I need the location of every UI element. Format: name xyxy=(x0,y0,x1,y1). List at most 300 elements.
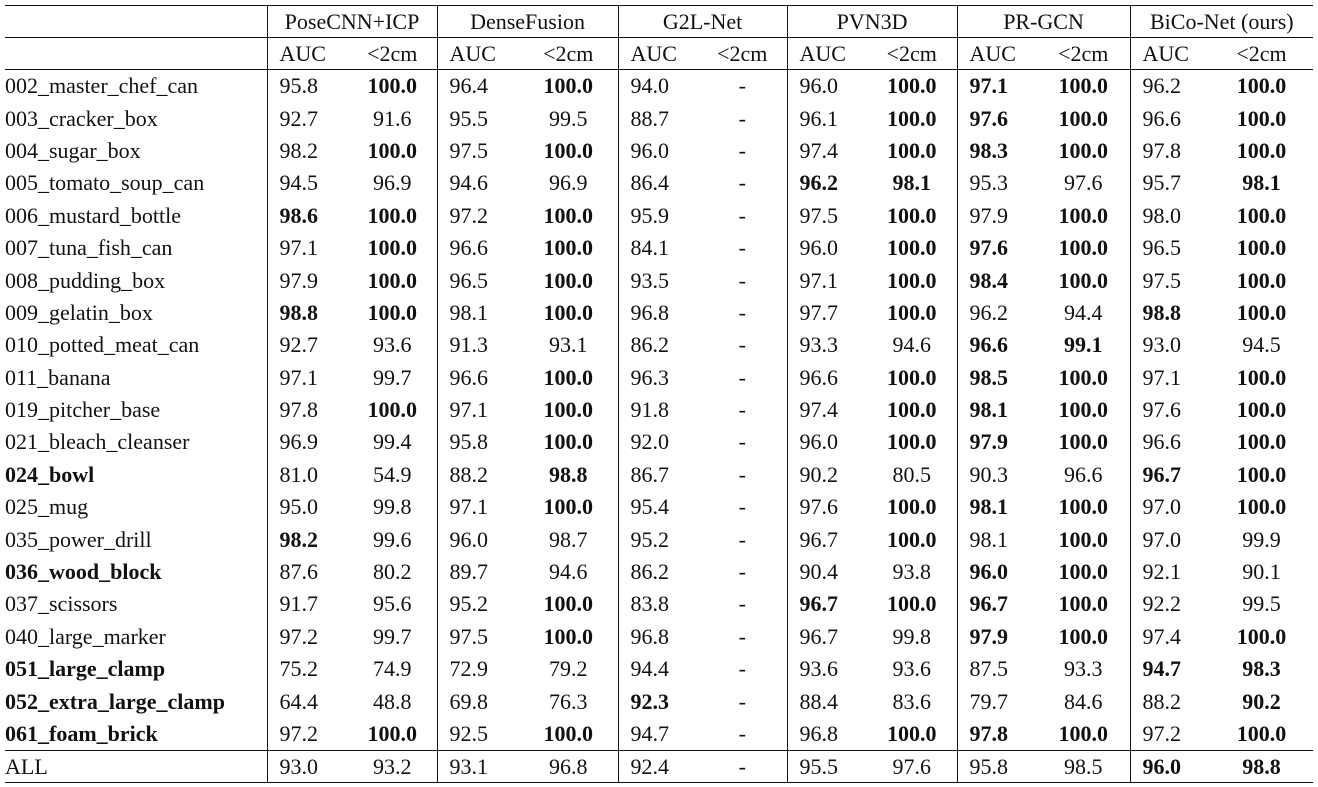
table-row xyxy=(5,264,1313,296)
pvn3d-2cm-cell: 99.8 xyxy=(892,623,932,649)
densefusion-auc-cell: 95.8 xyxy=(437,426,519,458)
g2lnet-2cm-cell: - xyxy=(698,751,787,783)
posecnn-auc-cell: 75.2 xyxy=(267,653,348,685)
biconet-2cm-cell: 94.5 xyxy=(1242,332,1281,358)
pvn3d-auc-cell: 95.5 xyxy=(787,751,867,783)
object-name-cell: 003_cracker_box xyxy=(5,105,158,131)
densefusion-auc-cell: 88.2 xyxy=(437,459,519,491)
prgcn-auc-cell: 96.2 xyxy=(957,297,1037,329)
table-row xyxy=(5,621,1313,653)
prgcn-2cm-cell: 100.0 xyxy=(1058,526,1109,552)
g2lnet-auc-cell: 92.0 xyxy=(618,426,698,458)
g2lnet-auc-cell: 96.0 xyxy=(618,135,698,167)
biconet-auc-cell: 97.2 xyxy=(1130,718,1210,751)
prgcn-2cm-cell: 100.0 xyxy=(1058,559,1109,585)
method-header-biconet: BiCo-Net (ours) xyxy=(1130,6,1313,38)
g2lnet-2cm-cell: - xyxy=(738,656,746,682)
biconet-auc-cell: 94.7 xyxy=(1130,653,1210,685)
metric-header-2cm: <2cm xyxy=(1037,38,1130,70)
g2lnet-auc-cell: 86.2 xyxy=(618,329,698,361)
posecnn-auc-cell: 97.1 xyxy=(267,362,348,394)
prgcn-auc-cell: 96.0 xyxy=(957,556,1037,588)
posecnn-2cm-cell: 100.0 xyxy=(367,267,417,293)
posecnn-2cm-cell: 91.6 xyxy=(373,105,412,131)
posecnn-auc-cell: 97.9 xyxy=(267,264,348,296)
biconet-2cm-cell: 100.0 xyxy=(1236,105,1287,131)
table-row xyxy=(5,459,1313,491)
g2lnet-2cm-cell: - xyxy=(738,299,746,325)
pvn3d-2cm-cell: 100.0 xyxy=(887,267,937,293)
biconet-auc-cell: 96.5 xyxy=(1130,232,1210,264)
metric-header-2cm: <2cm xyxy=(348,38,437,70)
biconet-2cm-cell: 99.9 xyxy=(1242,526,1281,552)
g2lnet-2cm-cell: - xyxy=(738,688,746,714)
object-name-cell: 040_large_marker xyxy=(5,623,166,649)
densefusion-auc-cell: 94.6 xyxy=(437,167,519,199)
posecnn-auc-cell: 97.1 xyxy=(267,232,348,264)
posecnn-2cm-cell: 99.7 xyxy=(373,364,412,390)
posecnn-2cm-cell: 54.9 xyxy=(373,461,412,487)
table-row xyxy=(5,135,1313,167)
biconet-2cm-cell: 100.0 xyxy=(1236,721,1287,746)
biconet-auc-cell: 97.8 xyxy=(1130,135,1210,167)
prgcn-2cm-cell: 96.6 xyxy=(1064,461,1103,487)
posecnn-auc-cell: 98.8 xyxy=(267,297,348,329)
method-header-densefusion: DenseFusion xyxy=(437,6,618,38)
posecnn-auc-cell: 97.8 xyxy=(267,394,348,426)
posecnn-auc-cell: 81.0 xyxy=(267,459,348,491)
table-row-all xyxy=(5,751,1313,783)
biconet-auc-cell: 92.2 xyxy=(1130,588,1210,620)
object-name-cell: ALL xyxy=(5,751,267,783)
g2lnet-2cm-cell: - xyxy=(738,721,746,746)
prgcn-2cm-cell: 100.0 xyxy=(1058,202,1109,228)
pvn3d-2cm-cell: 100.0 xyxy=(887,721,937,746)
posecnn-auc-cell: 93.0 xyxy=(267,751,348,783)
pvn3d-auc-cell: 97.5 xyxy=(787,200,867,232)
object-name-cell: 037_scissors xyxy=(5,591,118,617)
g2lnet-2cm-cell: - xyxy=(738,591,746,617)
pvn3d-2cm-cell: 100.0 xyxy=(887,105,937,131)
pvn3d-2cm-cell: 100.0 xyxy=(887,526,937,552)
g2lnet-auc-cell: 95.2 xyxy=(618,523,698,555)
densefusion-2cm-cell: 100.0 xyxy=(543,429,593,455)
biconet-2cm-cell: 100.0 xyxy=(1236,623,1287,649)
pvn3d-2cm-cell: 93.6 xyxy=(892,656,932,682)
pvn3d-auc-cell: 96.0 xyxy=(787,426,867,458)
object-name-cell: 024_bowl xyxy=(5,461,95,487)
biconet-2cm-cell: 90.2 xyxy=(1242,688,1281,714)
posecnn-2cm-cell: 100.0 xyxy=(367,73,417,99)
g2lnet-auc-cell: 94.7 xyxy=(618,718,698,751)
prgcn-2cm-cell: 93.3 xyxy=(1064,656,1103,682)
pvn3d-2cm-cell: 100.0 xyxy=(887,364,937,390)
posecnn-auc-cell: 98.6 xyxy=(267,200,348,232)
metric-header-auc: AUC xyxy=(957,38,1037,70)
prgcn-auc-cell: 97.9 xyxy=(957,426,1037,458)
g2lnet-2cm-cell: - xyxy=(738,202,746,228)
prgcn-2cm-cell: 100.0 xyxy=(1058,364,1109,390)
posecnn-2cm-cell: 93.6 xyxy=(373,332,412,358)
pvn3d-auc-cell: 97.7 xyxy=(787,297,867,329)
biconet-2cm-cell: 100.0 xyxy=(1236,364,1287,390)
g2lnet-2cm-cell: - xyxy=(738,170,746,196)
densefusion-auc-cell: 95.2 xyxy=(437,588,519,620)
prgcn-2cm-cell: 100.0 xyxy=(1058,267,1109,293)
pvn3d-auc-cell: 96.8 xyxy=(787,718,867,751)
g2lnet-auc-cell: 91.8 xyxy=(618,394,698,426)
densefusion-auc-cell: 89.7 xyxy=(437,556,519,588)
prgcn-auc-cell: 98.4 xyxy=(957,264,1037,296)
prgcn-auc-cell: 97.9 xyxy=(957,621,1037,653)
g2lnet-2cm-cell: - xyxy=(738,235,746,261)
table-row xyxy=(5,167,1313,199)
posecnn-2cm-cell: 93.2 xyxy=(348,751,437,783)
biconet-auc-cell: 92.1 xyxy=(1130,556,1210,588)
biconet-2cm-cell: 100.0 xyxy=(1236,235,1287,261)
densefusion-2cm-cell: 79.2 xyxy=(549,656,588,682)
pvn3d-2cm-cell: 97.6 xyxy=(867,751,957,783)
densefusion-auc-cell: 97.5 xyxy=(437,621,519,653)
prgcn-2cm-cell: 100.0 xyxy=(1058,235,1109,261)
densefusion-auc-cell: 97.2 xyxy=(437,200,519,232)
g2lnet-auc-cell: 93.5 xyxy=(618,264,698,296)
prgcn-auc-cell: 98.5 xyxy=(957,362,1037,394)
g2lnet-2cm-cell: - xyxy=(738,397,746,423)
g2lnet-2cm-cell: - xyxy=(738,623,746,649)
prgcn-auc-cell: 98.1 xyxy=(957,491,1037,523)
biconet-auc-cell: 98.8 xyxy=(1130,297,1210,329)
metric-header-2cm: <2cm xyxy=(1210,38,1313,70)
posecnn-2cm-cell: 80.2 xyxy=(373,559,412,585)
empty-header-cell xyxy=(5,38,267,70)
prgcn-auc-cell: 98.1 xyxy=(957,394,1037,426)
biconet-2cm-cell: 100.0 xyxy=(1236,299,1287,325)
prgcn-2cm-cell: 100.0 xyxy=(1058,397,1109,423)
biconet-auc-cell: 97.4 xyxy=(1130,621,1210,653)
biconet-2cm-cell: 100.0 xyxy=(1236,73,1287,99)
prgcn-auc-cell: 87.5 xyxy=(957,653,1037,685)
densefusion-2cm-cell: 100.0 xyxy=(543,137,593,163)
densefusion-auc-cell: 69.8 xyxy=(437,685,519,717)
posecnn-auc-cell: 95.8 xyxy=(267,70,348,103)
biconet-auc-cell: 97.5 xyxy=(1130,264,1210,296)
pvn3d-2cm-cell: 83.6 xyxy=(892,688,932,714)
posecnn-auc-cell: 95.0 xyxy=(267,491,348,523)
g2lnet-2cm-cell: - xyxy=(738,73,746,99)
densefusion-auc-cell: 91.3 xyxy=(437,329,519,361)
posecnn-2cm-cell: 95.6 xyxy=(373,591,412,617)
biconet-2cm-cell: 98.8 xyxy=(1210,751,1313,783)
densefusion-auc-cell: 97.1 xyxy=(437,491,519,523)
posecnn-auc-cell: 64.4 xyxy=(267,685,348,717)
object-name-cell: 036_wood_block xyxy=(5,559,162,585)
pvn3d-auc-cell: 93.6 xyxy=(787,653,867,685)
method-header-posecnn: PoseCNN+ICP xyxy=(267,6,437,38)
biconet-auc-cell: 96.0 xyxy=(1130,751,1210,783)
prgcn-auc-cell: 97.6 xyxy=(957,232,1037,264)
object-name-cell: 007_tuna_fish_can xyxy=(5,235,173,261)
posecnn-auc-cell: 97.2 xyxy=(267,718,348,751)
posecnn-2cm-cell: 99.7 xyxy=(373,623,412,649)
g2lnet-auc-cell: 96.8 xyxy=(618,297,698,329)
g2lnet-2cm-cell: - xyxy=(738,526,746,552)
object-name-cell: 005_tomato_soup_can xyxy=(5,170,205,196)
g2lnet-auc-cell: 86.4 xyxy=(618,167,698,199)
densefusion-auc-cell: 98.1 xyxy=(437,297,519,329)
object-name-cell: 010_potted_meat_can xyxy=(5,332,200,358)
prgcn-2cm-cell: 98.5 xyxy=(1037,751,1130,783)
biconet-auc-cell: 97.0 xyxy=(1130,491,1210,523)
densefusion-2cm-cell: 76.3 xyxy=(549,688,588,714)
g2lnet-2cm-cell: - xyxy=(738,559,746,585)
pvn3d-2cm-cell: 100.0 xyxy=(887,137,937,163)
pvn3d-auc-cell: 97.1 xyxy=(787,264,867,296)
table-row xyxy=(5,394,1313,426)
table-row xyxy=(5,588,1313,620)
prgcn-auc-cell: 96.6 xyxy=(957,329,1037,361)
table-row xyxy=(5,718,1313,751)
table-row xyxy=(5,200,1313,232)
g2lnet-auc-cell: 92.4 xyxy=(618,751,698,783)
prgcn-2cm-cell: 97.6 xyxy=(1064,170,1103,196)
g2lnet-auc-cell: 95.9 xyxy=(618,200,698,232)
densefusion-auc-cell: 93.1 xyxy=(437,751,519,783)
method-header-prgcn: PR-GCN xyxy=(957,6,1130,38)
metric-header-2cm: <2cm xyxy=(519,38,618,70)
posecnn-2cm-cell: 100.0 xyxy=(367,299,417,325)
posecnn-auc-cell: 98.2 xyxy=(267,523,348,555)
method-header-row xyxy=(5,6,1313,38)
prgcn-auc-cell: 97.1 xyxy=(957,70,1037,103)
method-header-pvn3d: PVN3D xyxy=(787,6,957,38)
biconet-2cm-cell: 100.0 xyxy=(1236,397,1287,423)
pvn3d-2cm-cell: 100.0 xyxy=(887,429,937,455)
object-name-cell: 002_master_chef_can xyxy=(5,73,199,99)
biconet-auc-cell: 96.7 xyxy=(1130,459,1210,491)
object-name-cell: 061_foam_brick xyxy=(5,721,158,746)
densefusion-2cm-cell: 100.0 xyxy=(543,267,593,293)
metric-header-auc: AUC xyxy=(437,38,519,70)
empty-header-cell xyxy=(5,6,267,38)
pvn3d-auc-cell: 96.7 xyxy=(787,523,867,555)
pvn3d-2cm-cell: 100.0 xyxy=(887,73,937,99)
table-body xyxy=(5,70,1313,751)
g2lnet-auc-cell: 96.3 xyxy=(618,362,698,394)
metric-header-auc: AUC xyxy=(1130,38,1210,70)
biconet-2cm-cell: 90.1 xyxy=(1242,559,1281,585)
posecnn-2cm-cell: 99.6 xyxy=(373,526,412,552)
biconet-2cm-cell: 100.0 xyxy=(1236,137,1287,163)
g2lnet-auc-cell: 86.7 xyxy=(618,459,698,491)
object-name-cell: 004_sugar_box xyxy=(5,137,141,163)
biconet-2cm-cell: 98.3 xyxy=(1242,656,1281,682)
metric-header-2cm: <2cm xyxy=(698,38,787,70)
table-row xyxy=(5,556,1313,588)
object-name-cell: 011_banana xyxy=(5,364,111,390)
densefusion-auc-cell: 96.0 xyxy=(437,523,519,555)
biconet-2cm-cell: 98.1 xyxy=(1242,170,1281,196)
pvn3d-2cm-cell: 94.6 xyxy=(892,332,932,358)
posecnn-auc-cell: 98.2 xyxy=(267,135,348,167)
g2lnet-auc-cell: 94.4 xyxy=(618,653,698,685)
posecnn-2cm-cell: 100.0 xyxy=(367,721,417,746)
densefusion-auc-cell: 92.5 xyxy=(437,718,519,751)
posecnn-2cm-cell: 96.9 xyxy=(373,170,412,196)
prgcn-2cm-cell: 100.0 xyxy=(1058,623,1109,649)
densefusion-auc-cell: 95.5 xyxy=(437,102,519,134)
object-name-cell: 035_power_drill xyxy=(5,526,152,552)
pvn3d-auc-cell: 97.6 xyxy=(787,491,867,523)
g2lnet-auc-cell: 96.8 xyxy=(618,621,698,653)
prgcn-auc-cell: 97.6 xyxy=(957,102,1037,134)
posecnn-auc-cell: 96.9 xyxy=(267,426,348,458)
densefusion-2cm-cell: 98.7 xyxy=(549,526,588,552)
pvn3d-2cm-cell: 100.0 xyxy=(887,591,937,617)
posecnn-2cm-cell: 100.0 xyxy=(367,137,417,163)
biconet-auc-cell: 96.2 xyxy=(1130,70,1210,103)
prgcn-auc-cell: 98.1 xyxy=(957,523,1037,555)
g2lnet-2cm-cell: - xyxy=(738,267,746,293)
pvn3d-auc-cell: 96.2 xyxy=(787,167,867,199)
biconet-2cm-cell: 100.0 xyxy=(1236,267,1287,293)
biconet-2cm-cell: 100.0 xyxy=(1236,461,1287,487)
object-name-cell: 009_gelatin_box xyxy=(5,299,153,325)
posecnn-2cm-cell: 100.0 xyxy=(367,202,417,228)
prgcn-auc-cell: 96.7 xyxy=(957,588,1037,620)
table-row xyxy=(5,232,1313,264)
table-row xyxy=(5,523,1313,555)
table-row xyxy=(5,102,1313,134)
table-row xyxy=(5,426,1313,458)
object-name-cell: 021_bleach_cleanser xyxy=(5,429,190,455)
prgcn-auc-cell: 79.7 xyxy=(957,685,1037,717)
g2lnet-2cm-cell: - xyxy=(738,461,746,487)
densefusion-2cm-cell: 100.0 xyxy=(543,73,593,99)
posecnn-auc-cell: 97.2 xyxy=(267,621,348,653)
densefusion-auc-cell: 97.1 xyxy=(437,394,519,426)
posecnn-auc-cell: 92.7 xyxy=(267,102,348,134)
g2lnet-auc-cell: 95.4 xyxy=(618,491,698,523)
object-name-cell: 051_large_clamp xyxy=(5,656,166,682)
biconet-auc-cell: 93.0 xyxy=(1130,329,1210,361)
prgcn-2cm-cell: 100.0 xyxy=(1058,429,1109,455)
pvn3d-auc-cell: 97.4 xyxy=(787,394,867,426)
biconet-auc-cell: 98.0 xyxy=(1130,200,1210,232)
metric-header-auc: AUC xyxy=(267,38,348,70)
pvn3d-auc-cell: 96.1 xyxy=(787,102,867,134)
prgcn-2cm-cell: 100.0 xyxy=(1058,591,1109,617)
object-name-cell: 006_mustard_bottle xyxy=(5,202,181,228)
prgcn-2cm-cell: 100.0 xyxy=(1058,137,1109,163)
posecnn-2cm-cell: 74.9 xyxy=(373,656,412,682)
pvn3d-2cm-cell: 100.0 xyxy=(887,299,937,325)
pvn3d-auc-cell: 93.3 xyxy=(787,329,867,361)
posecnn-auc-cell: 91.7 xyxy=(267,588,348,620)
g2lnet-2cm-cell: - xyxy=(738,137,746,163)
prgcn-auc-cell: 97.8 xyxy=(957,718,1037,751)
densefusion-2cm-cell: 100.0 xyxy=(543,397,593,423)
object-name-cell: 019_pitcher_base xyxy=(5,397,161,423)
pvn3d-2cm-cell: 100.0 xyxy=(887,202,937,228)
table-row xyxy=(5,362,1313,394)
object-name-cell: 025_mug xyxy=(5,494,89,520)
g2lnet-auc-cell: 83.8 xyxy=(618,588,698,620)
table-row xyxy=(5,70,1313,103)
densefusion-2cm-cell: 93.1 xyxy=(549,332,588,358)
pvn3d-auc-cell: 96.0 xyxy=(787,232,867,264)
object-name-cell: 052_extra_large_clamp xyxy=(5,688,225,714)
posecnn-2cm-cell: 100.0 xyxy=(367,235,417,261)
pvn3d-auc-cell: 96.0 xyxy=(787,70,867,103)
densefusion-auc-cell: 96.6 xyxy=(437,232,519,264)
prgcn-2cm-cell: 100.0 xyxy=(1058,494,1109,520)
results-table-container xyxy=(5,5,1313,783)
table-row xyxy=(5,329,1313,361)
posecnn-auc-cell: 92.7 xyxy=(267,329,348,361)
posecnn-auc-cell: 87.6 xyxy=(267,556,348,588)
posecnn-2cm-cell: 48.8 xyxy=(373,688,412,714)
densefusion-auc-cell: 72.9 xyxy=(437,653,519,685)
densefusion-2cm-cell: 100.0 xyxy=(543,235,593,261)
densefusion-2cm-cell: 99.5 xyxy=(549,105,588,131)
g2lnet-2cm-cell: - xyxy=(738,105,746,131)
densefusion-2cm-cell: 100.0 xyxy=(543,202,593,228)
biconet-auc-cell: 97.1 xyxy=(1130,362,1210,394)
pvn3d-auc-cell: 96.6 xyxy=(787,362,867,394)
densefusion-2cm-cell: 96.8 xyxy=(519,751,618,783)
g2lnet-auc-cell: 86.2 xyxy=(618,556,698,588)
pvn3d-2cm-cell: 100.0 xyxy=(887,494,937,520)
biconet-auc-cell: 97.6 xyxy=(1130,394,1210,426)
prgcn-2cm-cell: 94.4 xyxy=(1064,299,1103,325)
posecnn-2cm-cell: 99.8 xyxy=(373,494,412,520)
biconet-auc-cell: 96.6 xyxy=(1130,426,1210,458)
metric-header-2cm: <2cm xyxy=(867,38,957,70)
pvn3d-auc-cell: 90.4 xyxy=(787,556,867,588)
pvn3d-auc-cell: 96.7 xyxy=(787,588,867,620)
pvn3d-2cm-cell: 100.0 xyxy=(887,235,937,261)
g2lnet-auc-cell: 94.0 xyxy=(618,70,698,103)
densefusion-2cm-cell: 100.0 xyxy=(543,494,593,520)
prgcn-auc-cell: 95.8 xyxy=(957,751,1037,783)
g2lnet-auc-cell: 88.7 xyxy=(618,102,698,134)
densefusion-auc-cell: 97.5 xyxy=(437,135,519,167)
densefusion-2cm-cell: 100.0 xyxy=(543,364,593,390)
pvn3d-auc-cell: 96.7 xyxy=(787,621,867,653)
pvn3d-auc-cell: 90.2 xyxy=(787,459,867,491)
g2lnet-2cm-cell: - xyxy=(738,332,746,358)
pvn3d-2cm-cell: 93.8 xyxy=(892,559,932,585)
posecnn-2cm-cell: 100.0 xyxy=(367,397,417,423)
biconet-auc-cell: 96.6 xyxy=(1130,102,1210,134)
densefusion-2cm-cell: 98.8 xyxy=(549,461,588,487)
pvn3d-2cm-cell: 80.5 xyxy=(892,461,932,487)
g2lnet-auc-cell: 84.1 xyxy=(618,232,698,264)
prgcn-auc-cell: 95.3 xyxy=(957,167,1037,199)
object-name-cell: 008_pudding_box xyxy=(5,267,166,293)
g2lnet-2cm-cell: - xyxy=(738,494,746,520)
table-row xyxy=(5,297,1313,329)
biconet-2cm-cell: 99.5 xyxy=(1242,591,1281,617)
results-table xyxy=(5,5,1313,783)
pvn3d-auc-cell: 97.4 xyxy=(787,135,867,167)
method-header-g2lnet: G2L-Net xyxy=(618,6,787,38)
posecnn-auc-cell: 94.5 xyxy=(267,167,348,199)
densefusion-2cm-cell: 100.0 xyxy=(543,591,593,617)
pvn3d-2cm-cell: 98.1 xyxy=(892,170,932,196)
biconet-2cm-cell: 100.0 xyxy=(1236,202,1287,228)
